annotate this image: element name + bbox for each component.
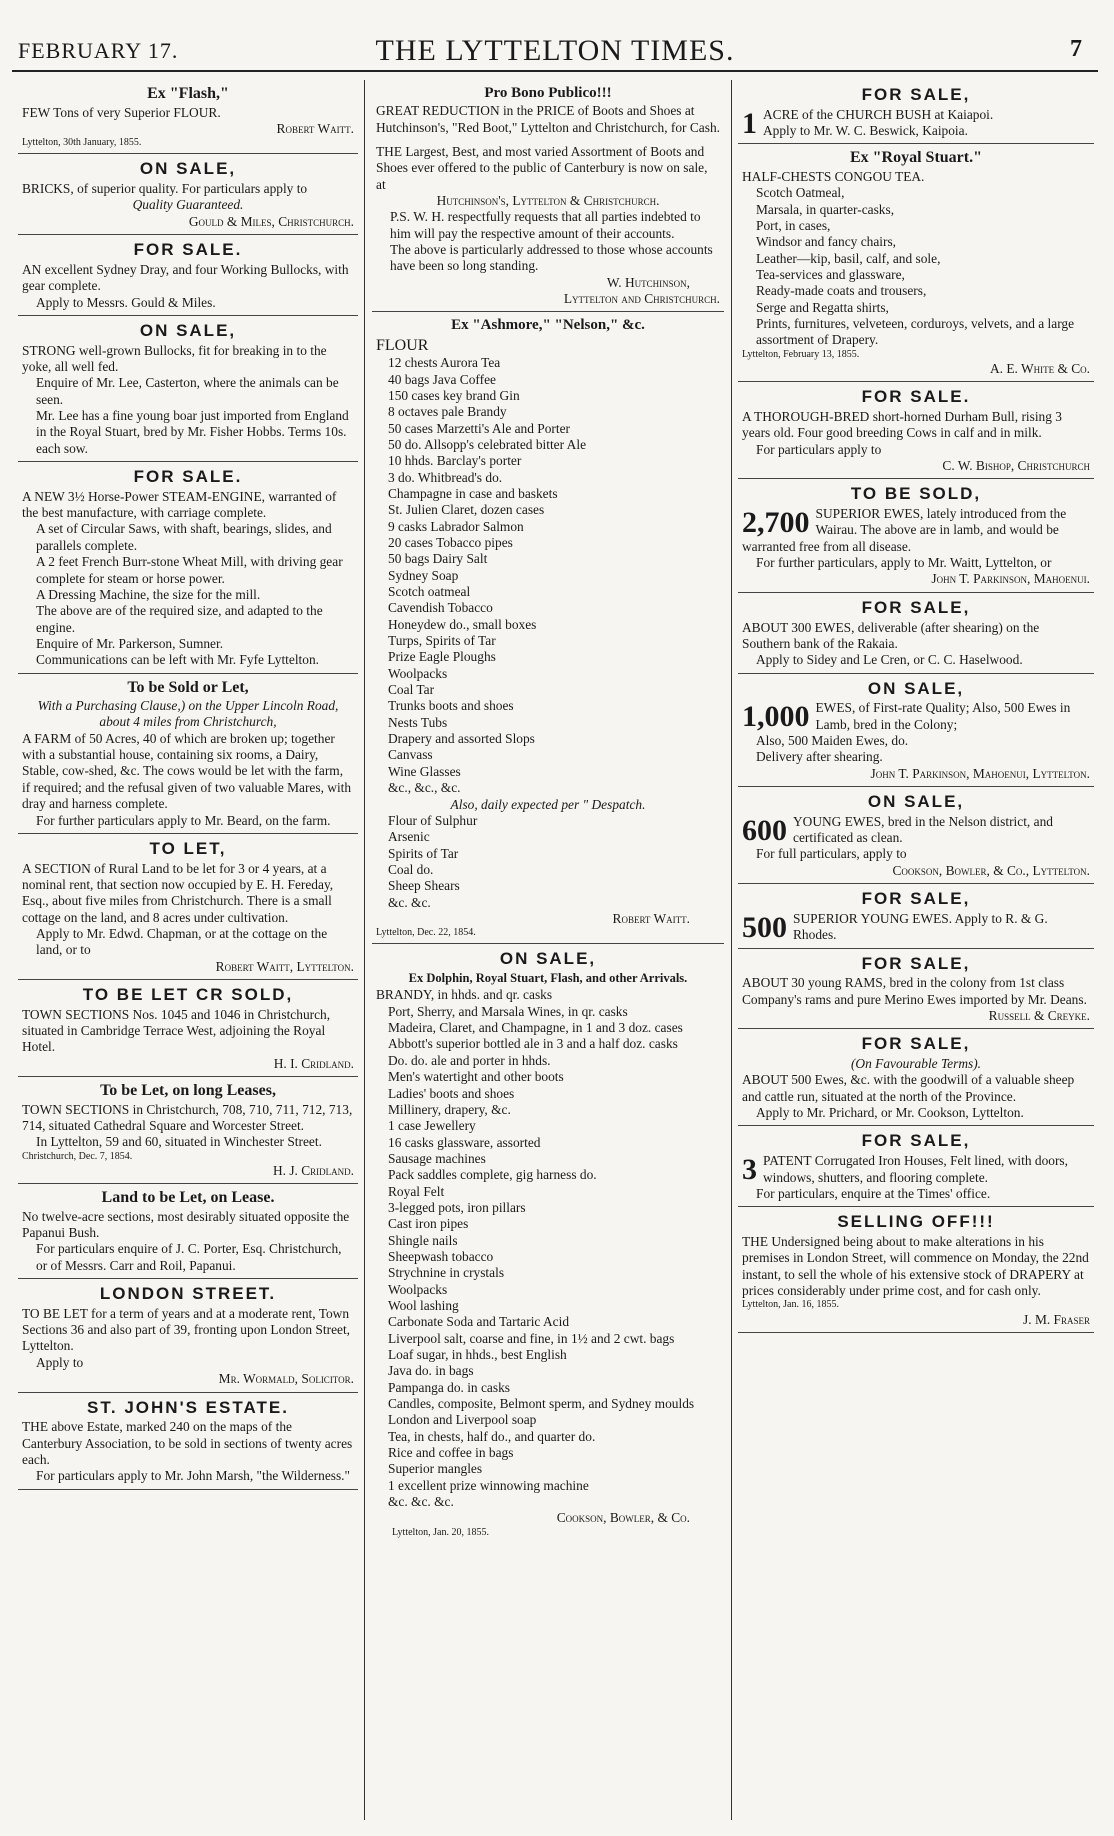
advert-text: BRICKS, of superior quality. For particulars apply to bbox=[22, 181, 308, 197]
list-item: Flour of Sulphur bbox=[388, 812, 478, 828]
advert-ewes600 bbox=[738, 787, 1094, 884]
advert-text: A Dressing Machine, the size for the mill. bbox=[36, 586, 261, 602]
advert-heading: Pro Bono Publico!!! bbox=[484, 85, 612, 101]
advert-text: FEW Tons of very Superior FLOUR. bbox=[22, 104, 221, 120]
advert-text: A FARM of 50 Acres, 40 of which are broken up; together with a substantial house, containing six rooms, a Dairy, Stable, cow-shed, &c. The cows would be let with the farm, if required; and the refusal given of two valuable Mares, with dray and harness complete. bbox=[22, 730, 352, 812]
advert-text: No twelve-acre sections, most desirably situated opposite the Papanui Bush. bbox=[22, 1208, 350, 1241]
list-item: Java do. in bags bbox=[388, 1363, 474, 1379]
advert-heading: ON SALE, bbox=[867, 678, 965, 698]
advert-heading: ON SALE, bbox=[139, 320, 237, 340]
advert-text: Apply to bbox=[36, 1354, 84, 1370]
advert-text: TO BE LET for a term of years and at a moderate rent, Town Sections 36 and also part of 39, fronting upon London Street, Lyttelton. bbox=[22, 1305, 351, 1354]
advert-heading: ON SALE, bbox=[499, 949, 597, 969]
list-item: Carbonate Soda and Tartaric Acid bbox=[388, 1314, 570, 1330]
advert-selling bbox=[738, 1207, 1094, 1333]
list-item: Millinery, drapery, &c. bbox=[388, 1101, 511, 1117]
advert-signature: J. M. Fraser bbox=[1023, 1311, 1090, 1327]
list-item: 1 excellent prize winnowing machine bbox=[388, 1477, 589, 1493]
list-item: Ladies' boots and shoes bbox=[388, 1085, 515, 1101]
advert-subheading: (On Favourable Terms). bbox=[850, 1056, 982, 1072]
advert-signature: W. Hutchinson, bbox=[606, 274, 690, 290]
advert-date: Lyttelton, 30th January, 1855. bbox=[22, 137, 142, 149]
list-item: Superior mangles bbox=[388, 1461, 483, 1477]
advert-ewes300 bbox=[738, 593, 1094, 674]
advert-text: HALF-CHESTS CONGOU TEA. bbox=[742, 168, 925, 184]
advert-signature: Robert Waitt. bbox=[276, 120, 354, 136]
item-list bbox=[376, 1004, 720, 1511]
advert-number: 600 bbox=[742, 813, 787, 847]
page-number: 7 bbox=[1070, 36, 1082, 62]
advert-text: THE Largest, Best, and most varied Assortment of Boots and Shoes ever offered to the public of Canterbury is now on sale, at bbox=[376, 143, 708, 192]
advert-goodwill bbox=[738, 1029, 1094, 1126]
list-item: 12 chests Aurora Tea bbox=[388, 355, 501, 371]
list-item: Honeydew do., small boxes bbox=[388, 616, 537, 632]
advert-text: Hutchinson's, Lyttelton & Christchurch. bbox=[436, 193, 660, 209]
advert-text: AN excellent Sydney Dray, and four Working Bullocks, with gear complete. bbox=[22, 261, 349, 294]
list-item: Turps, Spirits of Tar bbox=[388, 633, 496, 649]
advert-text: SUPERIOR EWES, lately introduced from the Wairau. The above are in lamb, and would be warranted free from all disease. bbox=[742, 506, 1067, 554]
list-item: Drapery and assorted Slops bbox=[388, 731, 535, 747]
advert-heading: FOR SALE, bbox=[861, 953, 971, 973]
list-item: &c. &c. bbox=[388, 894, 431, 910]
advert-date: Lyttelton, Jan. 20, 1855. bbox=[392, 1526, 489, 1538]
advert-heading: FOR SALE. bbox=[133, 467, 243, 487]
list-item: 50 do. Allsopp's celebrated bitter Ale bbox=[388, 436, 587, 452]
advert-text: FLOUR bbox=[376, 336, 429, 354]
advert-text: The above is particularly addressed to those whose accounts have been so long standing. bbox=[390, 242, 713, 274]
advert-text: Ready-made coats and trousers, bbox=[756, 283, 927, 299]
advert-text: Serge and Regatta shirts, bbox=[756, 299, 889, 315]
advert-signature: C. W. Bishop, Christchurch bbox=[942, 458, 1090, 474]
advert-heading: FOR SALE, bbox=[861, 85, 971, 104]
list-item: 150 cases key brand Gin bbox=[388, 387, 520, 403]
advert-text: Communications can be left with Mr. Fyfe Lyttelton. bbox=[36, 652, 320, 668]
advert-signature: A. E. White & Co. bbox=[989, 360, 1090, 376]
advert-forsale1 bbox=[18, 235, 358, 316]
column-3 bbox=[738, 80, 1094, 1820]
advert-rams bbox=[738, 949, 1094, 1030]
advert-text: TOWN SECTIONS Nos. 1045 and 1046 in Christchurch, situated in Cambridge Terrace West, adjoining the Royal Hotel. bbox=[22, 1006, 331, 1055]
advert-text: The above are of the required size, and adapted to the engine. bbox=[36, 603, 323, 635]
advert-subheading: With a Purchasing Clause,) on the Upper Lincoln Road, about 4 miles from Christchurch, bbox=[37, 698, 339, 730]
list-item: &c. &c. &c. bbox=[388, 1494, 454, 1510]
advert-signature: John T. Parkinson, Mahoenui, Lyttelton. bbox=[870, 765, 1090, 781]
column-rule bbox=[731, 80, 732, 1820]
advert-text: PATENT Corrugated Iron Houses, Felt lined, with doors, windows, shutters, and flooring complete. bbox=[763, 1153, 1068, 1185]
advert-longlease bbox=[18, 1077, 358, 1184]
list-item: Sydney Soap bbox=[388, 567, 459, 583]
advert-text: For particulars enquire of J. C. Porter, Esq. Christchurch, or of Messrs. Carr and Roil, Papanui. bbox=[36, 1241, 342, 1273]
advert-heading: FOR SALE, bbox=[861, 597, 971, 617]
advert-text: A SECTION of Rural Land to be let for 3 or 4 years, at a nominal rent, that section now occupied by E. H. Fereday, Esq., about five miles from Christchurch. There is a small cottage on the land, and 8 acres under cultivation. bbox=[22, 860, 334, 925]
advert-pro-bono bbox=[372, 80, 724, 312]
list-item: Abbott's superior bottled ale in 3 and a half doz. casks bbox=[388, 1036, 678, 1052]
list-item: Woolpacks bbox=[388, 665, 448, 681]
list-item: Rice and coffee in bags bbox=[388, 1445, 514, 1461]
advert-signature: Robert Waitt. bbox=[612, 910, 690, 926]
advert-heading: FOR SALE, bbox=[861, 1034, 971, 1054]
advert-signature: Gould & Miles, Christchurch. bbox=[188, 213, 354, 229]
advert-signature: Cookson, Bowler, & Co., Lyttelton. bbox=[892, 862, 1090, 878]
advert-signature: Lyttelton and Christchurch. bbox=[563, 291, 720, 307]
advert-signature: Mr. Wormald, Solicitor. bbox=[218, 1371, 354, 1387]
list-item: Wine Glasses bbox=[388, 763, 461, 779]
issue-date: FEBRUARY 17. bbox=[18, 38, 179, 63]
advert-heading: TO BE SOLD, bbox=[850, 484, 982, 504]
list-item: 8 octaves pale Brandy bbox=[388, 404, 507, 420]
item-list bbox=[376, 355, 720, 796]
list-item: Woolpacks bbox=[388, 1281, 448, 1297]
list-item: St. Julien Claret, dozen cases bbox=[388, 502, 545, 518]
list-item: Coal do. bbox=[388, 861, 434, 877]
list-item: 20 cases Tobacco pipes bbox=[388, 535, 513, 551]
advert-number: 3 bbox=[742, 1153, 757, 1187]
advert-text: Apply to Mr. W. C. Beswick, Kaipoia. bbox=[763, 123, 968, 139]
advert-text: Mr. Lee has a fine young boar just imported from England in the Royal Stuart, bred by Mr. Fisher Hobbs. Terms 10s. each sow. bbox=[36, 408, 349, 456]
list-item: 16 casks glassware, assorted bbox=[388, 1134, 541, 1150]
advert-ewes1000 bbox=[738, 674, 1094, 787]
advert-signature: John T. Parkinson, Mahoenui. bbox=[931, 571, 1090, 587]
advert-houses bbox=[738, 1126, 1094, 1207]
advert-text: ABOUT 500 Ewes, &c. with the goodwill of a valuable sheep and cattle run, situated at the north of the Province. bbox=[742, 1072, 1075, 1104]
advert-heading: Ex "Ashmore," "Nelson," &c. bbox=[451, 317, 645, 334]
advert-text: A NEW 3½ Horse-Power STEAM-ENGINE, warranted of the best manufacture, with carriage complete. bbox=[22, 488, 337, 521]
advert-text: In Lyttelton, 59 and 60, situated in Winchester Street. bbox=[36, 1134, 322, 1150]
advert-text: For particulars apply to Mr. John Marsh, "the Wilderness." bbox=[36, 1468, 350, 1484]
list-item: 9 casks Labrador Salmon bbox=[388, 518, 524, 534]
advert-tolet bbox=[18, 834, 358, 980]
list-item: Sheep Shears bbox=[388, 878, 460, 894]
list-item: Loaf sugar, in hhds., best English bbox=[388, 1347, 567, 1362]
advert-forsale2 bbox=[18, 462, 358, 674]
list-item: Nests Tubs bbox=[388, 714, 448, 730]
advert-toletsold bbox=[18, 980, 358, 1077]
advert-heading: TO LET, bbox=[149, 838, 227, 858]
advert-text: THE above Estate, marked 240 on the maps of the Canterbury Association, to be sold in sections of twenty acres each. bbox=[22, 1419, 353, 1467]
advert-note: Also, daily expected per " Despatch. bbox=[450, 796, 646, 812]
advert-text: Apply to Mr. Edwd. Chapman, or at the cottage on the land, or to bbox=[36, 925, 328, 958]
list-item: Sheepwash tobacco bbox=[388, 1248, 494, 1264]
list-item: 3-legged pots, iron pillars bbox=[388, 1199, 526, 1215]
advert-heading: SELLING OFF!!! bbox=[837, 1212, 995, 1232]
advert-ashmore bbox=[372, 312, 724, 944]
list-item: Pampanga do. in casks bbox=[388, 1379, 510, 1395]
advert-subheading: Ex Dolphin, Royal Stuart, Flash, and other Arrivals. bbox=[408, 971, 688, 986]
list-item: 10 hhds. Barclay's porter bbox=[388, 453, 522, 469]
advert-signature: Cookson, Bowler, & Co. bbox=[556, 1510, 690, 1526]
advert-text: A 2 feet French Burr-stone Wheat Mill, with driving gear complete for steam or horse power. bbox=[36, 554, 343, 586]
list-item: Madeira, Claret, and Champagne, in 1 and 3 doz. cases bbox=[388, 1020, 683, 1036]
advert-text: YOUNG EWES, bred in the Nelson district, and certificated as clean. bbox=[793, 813, 1053, 846]
list-item: Royal Felt bbox=[388, 1183, 445, 1199]
advert-heading: Ex "Royal Stuart." bbox=[850, 149, 982, 167]
advert-heading: Ex "Flash," bbox=[147, 85, 229, 102]
advert-text: Port, in cases, bbox=[756, 217, 831, 233]
list-item: 3 do. Whitbread's do. bbox=[388, 469, 503, 485]
list-item: Do. do. ale and porter in hhds. bbox=[388, 1052, 551, 1068]
advert-heading: ST. JOHN'S ESTATE. bbox=[87, 1397, 289, 1417]
list-item: Shingle nails bbox=[388, 1232, 458, 1248]
list-item: 40 bags Java Coffee bbox=[388, 371, 496, 387]
advert-royal bbox=[738, 144, 1094, 382]
advert-text: GREAT REDUCTION in the PRICE of Boots and Shoes at Hutchinson's, "Red Boot," Lyttelton and Christchurch, for Cash. bbox=[376, 103, 720, 135]
list-item: Wool lashing bbox=[388, 1297, 459, 1313]
advert-heading: FOR SALE, bbox=[861, 889, 971, 909]
advert-text: Leather—kip, basil, calf, and sole, bbox=[756, 250, 941, 266]
advert-text: STRONG well-grown Bullocks, fit for breaking in to the yoke, all well fed. bbox=[22, 342, 327, 374]
advert-ewes2700 bbox=[738, 479, 1094, 592]
advert-text: P.S. W. H. respectfully requests that all parties indebted to him will pay the respective amount of their accounts. bbox=[390, 209, 701, 241]
advert-note: Quality Guaranteed. bbox=[132, 197, 244, 213]
advert-number: 2,700 bbox=[742, 506, 810, 540]
list-item: London and Liverpool soap bbox=[388, 1412, 537, 1428]
advert-signature: Russell & Creyke. bbox=[988, 1007, 1090, 1023]
advert-text: For particulars, enquire at the Times' office. bbox=[756, 1185, 991, 1201]
list-item: Candles, composite, Belmont sperm, and Sydney moulds bbox=[388, 1396, 695, 1412]
advert-text: ABOUT 30 young RAMS, bred in the colony from 1st class Company's rams and pure Merino Ewes imported by Mr. Deans. bbox=[742, 975, 1087, 1007]
advert-heading: FOR SALE. bbox=[133, 240, 243, 260]
advert-text: ABOUT 300 EWES, deliverable (after shearing) on the Southern bank of the Rakaia. bbox=[742, 619, 1040, 651]
list-item: Men's watertight and other boots bbox=[388, 1069, 564, 1085]
newspaper-title: THE LYTTELTON TIMES. bbox=[375, 34, 735, 67]
advert-text: Scotch Oatmeal, bbox=[756, 185, 845, 201]
column-rule bbox=[364, 80, 365, 1820]
advert-text: A set of Circular Saws, with shaft, bearings, slides, and parallels complete. bbox=[36, 521, 332, 553]
advert-text: Enquire of Mr. Lee, Casterton, where the animals can be seen. bbox=[36, 375, 339, 407]
advert-text: Apply to Messrs. Gould & Miles. bbox=[36, 294, 216, 310]
advert-text: For further particulars, apply to Mr. Waitt, Lyttelton, or bbox=[756, 555, 1052, 571]
column-1 bbox=[18, 80, 358, 1820]
advert-heading: TO BE LET CR SOLD, bbox=[82, 984, 294, 1004]
advert-signature: Robert Waitt, Lyttelton. bbox=[215, 958, 354, 974]
advert-bush bbox=[738, 80, 1094, 144]
column-2 bbox=[372, 80, 724, 1820]
advert-text: EWES, of First-rate Quality; Also, 500 Ewes in Lamb, bred in the Colony; bbox=[815, 700, 1071, 732]
list-item: Liverpool salt, coarse and fine, in 1½ and 2 cwt. bags bbox=[388, 1330, 675, 1346]
advert-flash bbox=[18, 80, 358, 154]
advert-date: Christchurch, Dec. 7, 1854. bbox=[22, 1150, 133, 1162]
advert-text: SUPERIOR YOUNG EWES. Apply to R. & G. Rhodes. bbox=[793, 910, 1048, 943]
advert-text: ACRE of the CHURCH BUSH at Kaiapoi. bbox=[763, 106, 994, 122]
list-item: 50 bags Dairy Salt bbox=[388, 551, 488, 567]
list-item: 1 case Jewellery bbox=[388, 1118, 476, 1134]
advert-signature: H. I. Cridland. bbox=[273, 1055, 354, 1071]
advert-date: Lyttelton, Jan. 16, 1855. bbox=[742, 1299, 839, 1311]
advert-text: TOWN SECTIONS in Christchurch, 708, 710, 711, 712, 713, 714, situated Cathedral Square and Worcester Street. bbox=[22, 1101, 353, 1133]
advert-onsale2 bbox=[18, 316, 358, 462]
advert-text: Apply to Sidey and Le Cren, or C. C. Haselwood. bbox=[756, 652, 1023, 668]
list-item: Cavendish Tobacco bbox=[388, 600, 493, 616]
advert-number: 1,000 bbox=[742, 700, 810, 734]
advert-number: 1 bbox=[742, 106, 757, 140]
advert-text: Marsala, in quarter-casks, bbox=[756, 201, 895, 217]
advert-date: Lyttelton, Dec. 22, 1854. bbox=[376, 927, 476, 939]
advert-tobesold bbox=[18, 674, 358, 834]
advert-dolphin bbox=[372, 944, 724, 1543]
advert-text: Also, 500 Maiden Ewes, do. bbox=[756, 733, 909, 748]
advert-number: 500 bbox=[742, 910, 787, 944]
advert-london bbox=[18, 1279, 358, 1392]
advert-signature: H. J. Cridland. bbox=[272, 1162, 354, 1178]
list-item: Canvass bbox=[388, 747, 433, 763]
list-item: Tea, in chests, half do., and quarter do. bbox=[388, 1428, 596, 1444]
list-item: Spirits of Tar bbox=[388, 845, 459, 861]
advert-text: For full particulars, apply to bbox=[756, 846, 907, 862]
advert-heading: LONDON STREET. bbox=[99, 1284, 277, 1304]
item-list bbox=[376, 813, 720, 911]
advert-heading: FOR SALE. bbox=[861, 387, 971, 407]
advert-thorough bbox=[738, 382, 1094, 479]
advert-onsale1 bbox=[18, 154, 358, 235]
list-item: Pack saddles complete, gig harness do. bbox=[388, 1167, 597, 1183]
advert-text: A THOROUGH-BRED short-horned Durham Bull, rising 3 years old. Four good breeding Cows in calf and in milk. bbox=[742, 408, 1062, 441]
advert-heading: To be Sold or Let, bbox=[127, 678, 249, 696]
list-item: Cast iron pipes bbox=[388, 1216, 469, 1232]
advert-heading: Land to be Let, on Lease. bbox=[101, 1189, 275, 1207]
advert-text: THE Undersigned being about to make alterations in his premises in London Street, will commence on Monday, the 22nd instant, to sell the whole of his extensive stock of DRAPERY at prices considerably under prime cost, and for cash only. bbox=[742, 1233, 1089, 1298]
list-item: Strychnine in crystals bbox=[388, 1265, 505, 1281]
list-item: Arsenic bbox=[388, 829, 430, 845]
advert-text: For further particulars apply to Mr. Beard, on the farm. bbox=[36, 812, 331, 828]
advert-date: Lyttelton, February 13, 1855. bbox=[742, 348, 860, 360]
list-item: 50 cases Marzetti's Ale and Porter bbox=[388, 420, 571, 436]
list-item: Coal Tar bbox=[388, 682, 435, 698]
list-item: &c., &c., &c. bbox=[388, 780, 461, 796]
advert-text: Tea-services and glassware, bbox=[756, 267, 905, 282]
list-item: Trunks boots and shoes bbox=[388, 698, 514, 714]
advert-stjohns bbox=[18, 1393, 358, 1490]
advert-heading: FOR SALE, bbox=[861, 1131, 971, 1151]
list-item: Prize Eagle Ploughs bbox=[388, 649, 496, 665]
advert-lease bbox=[18, 1184, 358, 1279]
advert-heading: To be Let, on long Leases, bbox=[100, 1082, 276, 1100]
list-item: Port, Sherry, and Marsala Wines, in qr. casks bbox=[388, 1003, 628, 1019]
advert-text: Prints, furnitures, velveteen, corduroys, velvets, and a large assortment of Drapery. bbox=[756, 316, 1075, 348]
list-item: Sausage machines bbox=[388, 1150, 486, 1166]
list-item: Scotch oatmeal bbox=[388, 584, 471, 600]
advert-text: Windsor and fancy chairs, bbox=[756, 234, 897, 250]
advert-text: Apply to Mr. Prichard, or Mr. Cookson, Lyttelton. bbox=[756, 1105, 1024, 1121]
masthead bbox=[12, 32, 1098, 72]
advert-heading: ON SALE, bbox=[867, 792, 965, 812]
advert-text: For particulars apply to bbox=[756, 441, 882, 457]
advert-heading: ON SALE, bbox=[139, 159, 237, 179]
advert-text: Delivery after shearing. bbox=[756, 749, 883, 765]
advert-text: Enquire of Mr. Parkerson, Sumner. bbox=[36, 635, 224, 651]
advert-ewes500 bbox=[738, 884, 1094, 948]
advert-text: BRANDY, in hhds. and qr. casks bbox=[376, 987, 553, 1003]
list-item: Champagne in case and baskets bbox=[388, 485, 558, 501]
